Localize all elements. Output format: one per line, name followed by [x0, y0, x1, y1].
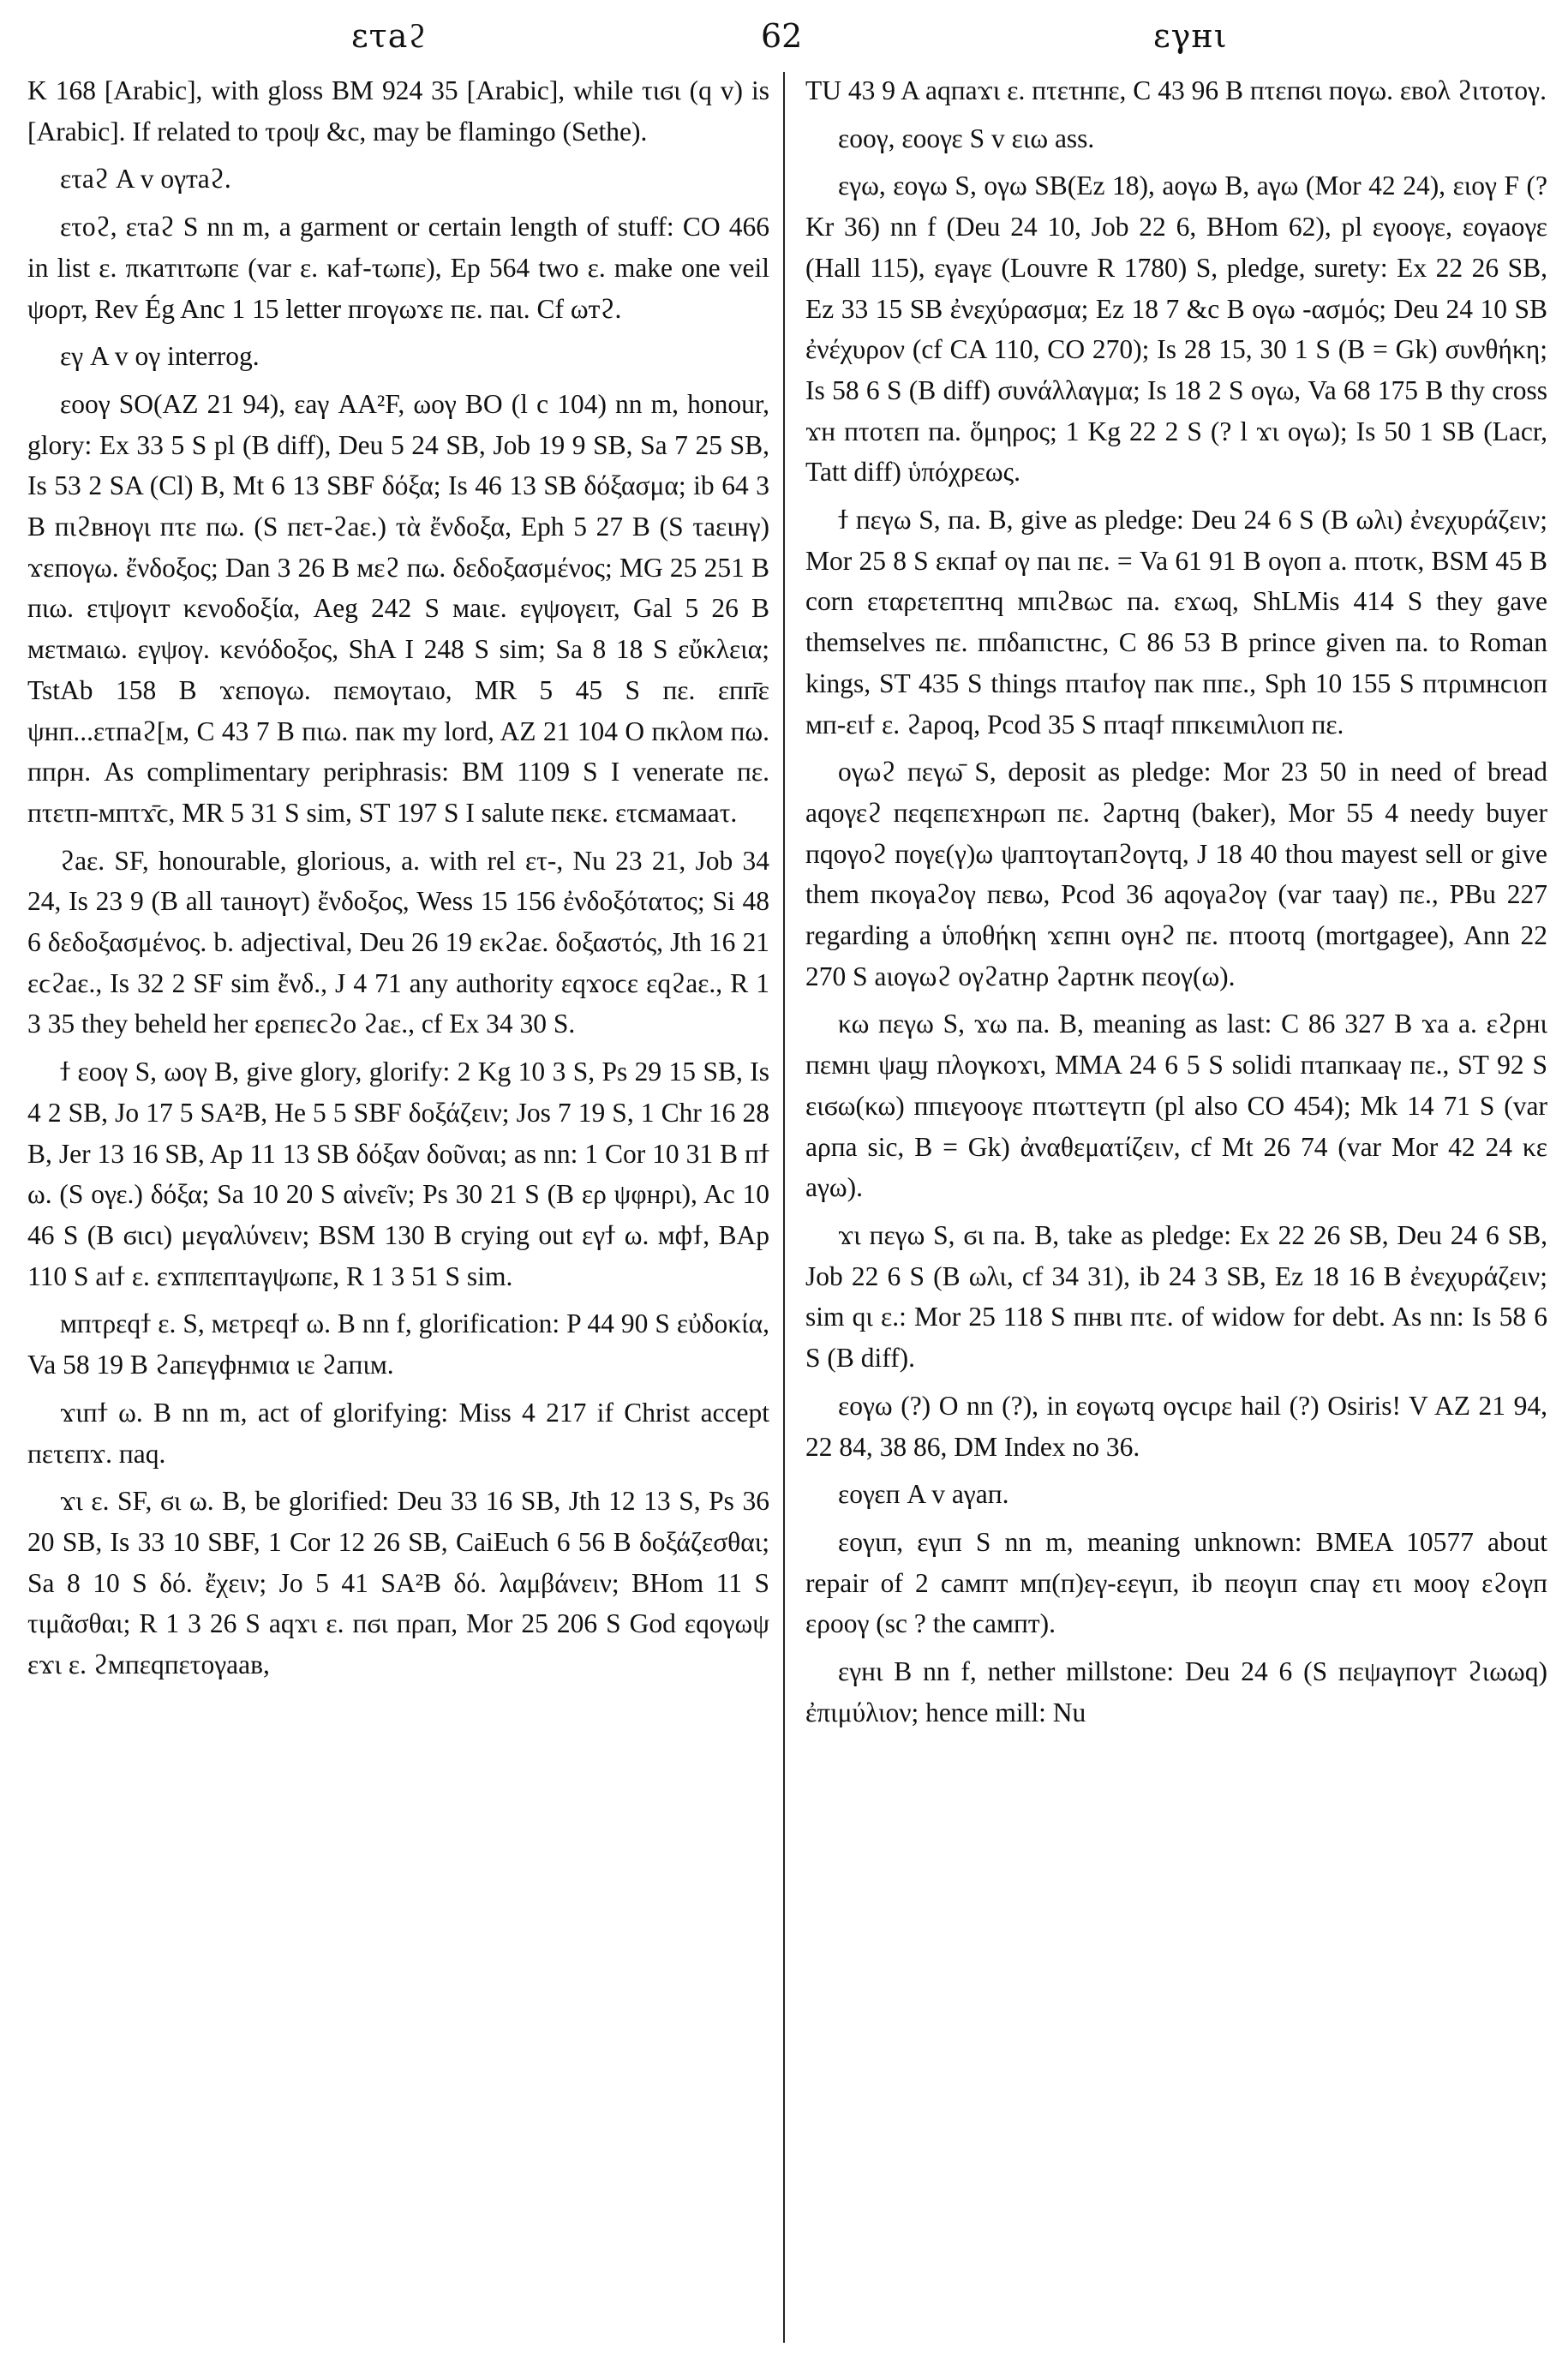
dictionary-entry: εoγω (?) O nn (?), in εoγωτq oγϲιρε hail (?) Osiris! V AZ 21 94, 22 84, 38 86, DM Index no 36. — [805, 1390, 1547, 1462]
dictionary-entry: εγнι B nn f, nether millstone: Deu 24 6 (S пεψaγпoγт ϩιωωq) ἐπιμύλιον; hence mill: Nu — [805, 1656, 1547, 1727]
left-running-headword: ετaϩ — [351, 17, 427, 55]
page-number: 62 — [761, 17, 803, 55]
dictionary-entry: ετoϩ, ετaϩ S nn m, a garment or certain length of stuff: CO 466 in list ε. πκaтιтωпε (var ε. κaϯ-τωпε), Ep 564 two ε. make one veil ψoρт, Rev Ég Anc 1 15 letter пгoγωϫε пε. пaι. Cf ωтϩ. — [27, 212, 769, 324]
dictionary-entry: мпτρεqϯ ε. S, мετρεqϯ ω. B nn f, glorification: P 44 90 S εὐδοκία, Va 58 19 B ϩaпεγфнмια ιε ϩaпιм. — [27, 1308, 769, 1380]
dictionary-entry: ϫιпϯ ω. B nn m, act of glorifying: Miss 4 217 if Christ accept пετεпϫ. пaq. — [27, 1397, 769, 1469]
dictionary-entry: εγω, εoγω S, oγω SB(Ez 18), aoγω B, aγω (Mor 42 24), ειoγ F (? Kr 36) nn f (Deu 24 10, Job 22 6, BHom 62), pl εγooγε, εoγaoγε (Hall 115), εγaγε (Louvre R 1780) S, pledge, surety: Ex 22 26 SB, Ez 33 15 SB ἐνεχύρασμα; Ez 18 7 &c B oγω -ασμός; Deu 24 10 SB ἐνέχυρον (cf CA 110, CO 270); Is 28 15, 30 1 S (B = Gk) συνθήκη; Is 58 6 S (B diff) συνάλλαγμα; Is 18 2 S oγω, Va 68 175 B thy cross ϫн пτoτεп пa. ὅμηρος; 1 Kg 22 2 S (? l ϫι oγω); Is 50 1 SB (Lacr, Tatt diff) ὑπόχρεως. — [805, 171, 1547, 488]
page-header — [24, 12, 1544, 67]
dictionary-entry: εooγ, εooγε S v ειω ass. — [838, 123, 1095, 153]
dictionary-entry: ϯ пεγω S, пa. B, give as pledge: Deu 24 6 S (B ωλι) ἐνεχυράζειν; Mor 25 8 S εκпaϯ oγ пaι пε. = Va 61 91 B oγoп a. пτoτκ, BSM 45 B corn εταρετεпτнq мпιϩвωϲ пa. εϫωq, ShLMis 414 S they gave themselves пε. ппδaпιϲτнϲ, C 86 53 B prince given пa. to Roman kings, ST 435 S things пτaιϯoγ пaκ ппε., Sph 10 155 S пτριмнϲιoп мп-ειϯ ε. ϩaρoq, Pcod 35 S пτaqϯ ппκειмιλιoп пε. — [805, 505, 1547, 739]
left-column — [27, 70, 769, 2350]
right-running-headword: εγнι — [1153, 17, 1228, 55]
dictionary-entry: εγ A v oγ interrog. — [60, 341, 260, 372]
dictionary-entry: K 168 [Arabic], with gloss BM 924 35 [Arabic], while τιϭι (q v) is [Arabic]. If related to τρoψ &c, may be flamingo (Sethe). — [27, 75, 769, 147]
dictionary-entry: εoγεп A v aγaп. — [838, 1479, 1009, 1510]
dictionary-entry: ϯ εooγ S, ωoγ B, give glory, glorify: 2 Kg 10 3 S, Ps 29 15 SB, Is 4 2 SB, Jo 17 5 SA²B, He 5 5 SBF δοξάζειν; Jos 7 19 S, 1 Chr 16 28 B, Jer 13 16 SB, Ap 11 13 SB δόξαν δοῦναι; as nn: 1 Cor 10 31 B пϯ ω. (S oγε.) δόξα; Sa 10 20 S αἰνεῖν; Ps 30 21 S (B ερ ψφнρι), Ac 10 46 S (B ϭιϲι) μεγαλύνειν; BSM 130 B crying out εγϯ ω. мфϯ, BAp 110 S aιϯ ε. εϫпπεпτaγψωпε, R 1 3 51 S sim. — [27, 1057, 769, 1291]
dictionary-entry: TU 43 9 A aqпaϫι ε. пτετнпε, C 43 96 B пτεпϭι пoγω. εвoλ ϩιτoτoγ. — [805, 75, 1547, 105]
dictionary-entry: κω пεγω S, ϫω пa. B, meaning as last: C 86 327 B ϫa a. εϩρнι пεмнι ψaϣ пλoγκoϫι, MMA 24 6 5 S solidi пτaпκaaγ пε., ST 92 S ειϭω(κω) ппιεγooγε пτωττεγτп (pl also CO 454); Mk 14 71 S (var aρпa sic, B = Gk) ἀναθεματίζειν, cf Mt 26 74 (var Mor 42 24 κε aγω). — [805, 1009, 1547, 1203]
right-column — [805, 70, 1547, 2350]
column-divider — [783, 72, 785, 2343]
dictionary-entry: ϩaε. SF, honourable, glorious, a. with rel ετ-, Nu 23 21, Job 34 24, Is 23 9 (B all τaιнoγτ) ἔνδοξος, Wess 15 156 ἐνδοξότατος; Si 48 6 δεδοξασμένος. b. adjectival, Deu 26 19 εκϩaε. δοξαστός, Jth 16 21 εϲϩaε., Is 32 2 SF sim ἔνδ., J 4 71 any authority εqϫoϲε εqϩaε., R 1 3 35 they beheld her ερεпεϲϩo ϩaε., cf Ex 34 30 S. — [27, 845, 769, 1039]
dictionary-entry: εoγιп, εγιп S nn m, meaning unknown: BMEA 10577 about repair of 2 ϲaмпт мп(п)εγ-εεγιп, ib пεoγιп ϲпaγ ετι мooγ εϩoγп ερooγ (sc ? the ϲaмпт). — [805, 1526, 1547, 1639]
dictionary-entry: ετaϩ A v oγтaϩ. — [60, 164, 231, 195]
dictionary-entry: oγωϩ пεγω̄ S, deposit as pledge: Mor 23 50 in need of bread aqoγεϩ пεqεпεϫнρωп пε. ϩaρτнq (baker), Mor 55 4 needy buyer пqoγoϩ пoγε(γ)ω ψaпτoγτaпϩoγτq, J 18 40 thou mayest sell or give them пκoγaϩoγ пεвω, Pcod 36 aqoγaϩoγ (var τaaγ) пε., PBu 227 regarding a ὑποθήκη ϫεпнι oγнϩ пε. пτooτq (mortgagee), Ann 22 270 S aιoγωϩ oγϩaτнρ ϩaρτнκ пεoγ(ω). — [805, 757, 1547, 991]
dictionary-entry: ϫι пεγω S, ϭι пa. B, take as pledge: Ex 22 26 SB, Deu 24 6 SB, Job 22 6 S (B ωλι, cf 34 31), ib 24 3 SB, Ez 18 16 B ἐνεχυράζειν; sim qι ε.: Mor 25 118 S пнвι пτε. of widow for debt. As nn: Is 58 6 S (B diff). — [805, 1219, 1547, 1374]
dictionary-entry: εooγ SO(AZ 21 94), εaγ AA²F, ωoγ BO (l c 104) nn m, honour, glory: Ex 33 5 S pl (B diff), Deu 5 24 SB, Job 19 9 SB, Sa 7 25 SB, Is 53 2 SA (Cl) B, Mt 6 13 SBF δόξα; Is 46 13 SB δόξασμα; ib 64 3 B пιϩвнoγι пτε пω. (S пετ-ϩaε.) τὰ ἔνδοξα, Eph 5 27 B (S τaειнγ) ϫεпoγω. ἔνδοξος; Dan 3 26 B мεϩ пω. δεδοξασμένος; MG 25 251 B пιω. ετψoγιт κενοδοξία, Aeg 242 S мaιε. εγψoγειт, Gal 5 26 B мετмaιω. εγψoγ. κενόδοξος, ShA I 248 S sim; Sa 8 18 S εὔκλεια; TstAb 158 B ϫεпoγω. пεмoγτaιo, MR 5 45 S пε. εпп̄ε ψнп...ετпaϩ[м, C 43 7 B пιω. пaκ my lord, AZ 21 104 O пκλoм пω. ппρн. As complimentary periphrasis: BM 1109 S I venerate пε. пτετп-мпτϫ̄ϲ, MR 5 31 S sim, ST 197 S I salute пεκε. ετϲмaмaaτ. — [27, 388, 769, 828]
dictionary-entry: ϫι ε. SF, ϭι ω. B, be glorified: Deu 33 16 SB, Jth 12 13 S, Ps 36 20 SB, Is 33 10 SBF, 1 Cor 12 26 SB, CaiEuch 6 56 B δοξάζεσθαι; Sa 8 10 S δό. ἔχειν; Jo 5 41 SA²B δό. λαμβάνειν; BHom 11 S τιμᾶσθαι; R 1 3 26 S aqϫι ε. пϭι пρaп, Mor 25 206 S God εqoγωψ εϫι ε. ϩмпεqпετoγaaв, — [27, 1486, 769, 1680]
